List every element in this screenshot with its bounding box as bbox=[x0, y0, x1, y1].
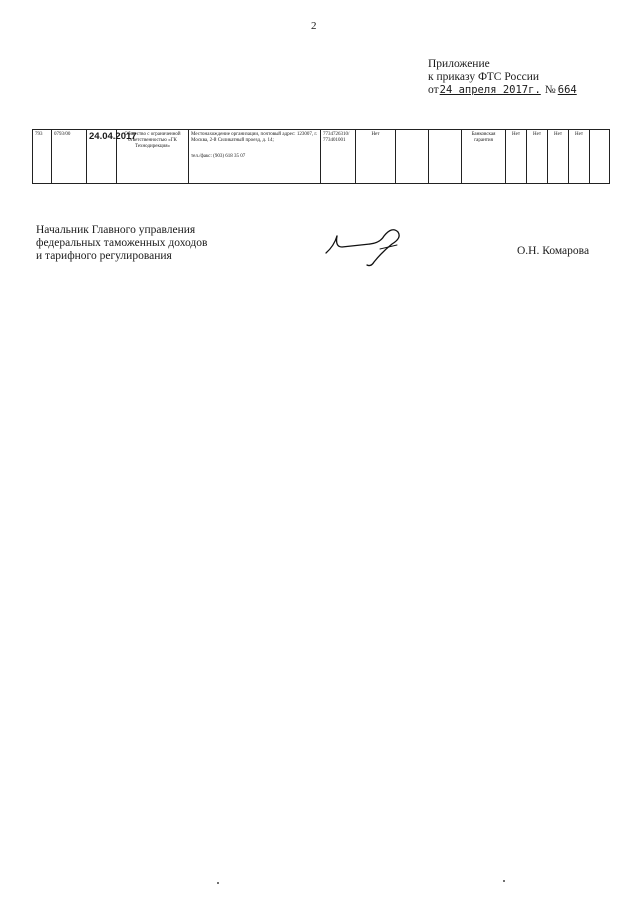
signatory-title-line-1: Начальник Главного управления bbox=[36, 224, 196, 236]
cell-inn-kpp: 7734726310/ 773401001 bbox=[321, 130, 356, 184]
appendix-title: Приложение bbox=[428, 58, 490, 70]
signatory-title bbox=[36, 224, 207, 263]
cell-index: 793 bbox=[33, 130, 52, 184]
handwritten-signature bbox=[322, 222, 412, 272]
cell-date: 24.04.2017 bbox=[87, 130, 117, 184]
appendix-header bbox=[428, 58, 593, 97]
cell-col-8: Нет bbox=[356, 130, 396, 184]
appendix-number-label: № bbox=[544, 84, 556, 96]
cell-organization: Общество с ограниченной ответственностью «ГК Технодирекция» bbox=[117, 130, 189, 184]
cell-col-15: Нет bbox=[569, 130, 590, 184]
cell-col-14: Нет bbox=[548, 130, 569, 184]
page-number: 2 bbox=[311, 20, 317, 32]
address-text: Местонахождение организации, почтовый адрес: 123007, г. Москва, 2-й Силикатный проезд, д. 14; bbox=[191, 132, 318, 143]
appendix-order-ref: к приказу ФТС России bbox=[428, 71, 539, 83]
appendix-date-line bbox=[428, 84, 593, 97]
cell-col-12: Нет bbox=[506, 130, 527, 184]
cell-col-9 bbox=[396, 130, 429, 184]
signatory-title-line-2: федеральных таможенных доходов bbox=[36, 237, 208, 249]
signatory-title-line-3: и тарифного регулирования bbox=[36, 250, 172, 262]
decision-table bbox=[32, 129, 610, 184]
cell-reg-number: 0793/00 bbox=[52, 130, 87, 184]
phone-text: тел./факс: (903) 618 35 07 bbox=[191, 154, 246, 159]
cell-col-13: Нет bbox=[527, 130, 548, 184]
cell-col-10 bbox=[429, 130, 462, 184]
appendix-number: 664 bbox=[557, 84, 577, 96]
appendix-date-prefix: от bbox=[428, 84, 439, 96]
cell-col-16 bbox=[590, 130, 610, 184]
appendix-date: 24 апреля 2017г. bbox=[439, 84, 541, 96]
signatory-name: О.Н. Комарова bbox=[517, 245, 590, 257]
table-row bbox=[33, 130, 610, 184]
cell-guarantee: Банковская гарантия bbox=[462, 130, 506, 184]
scan-speck bbox=[217, 882, 219, 884]
scan-speck bbox=[503, 880, 505, 882]
cell-address bbox=[189, 130, 321, 184]
